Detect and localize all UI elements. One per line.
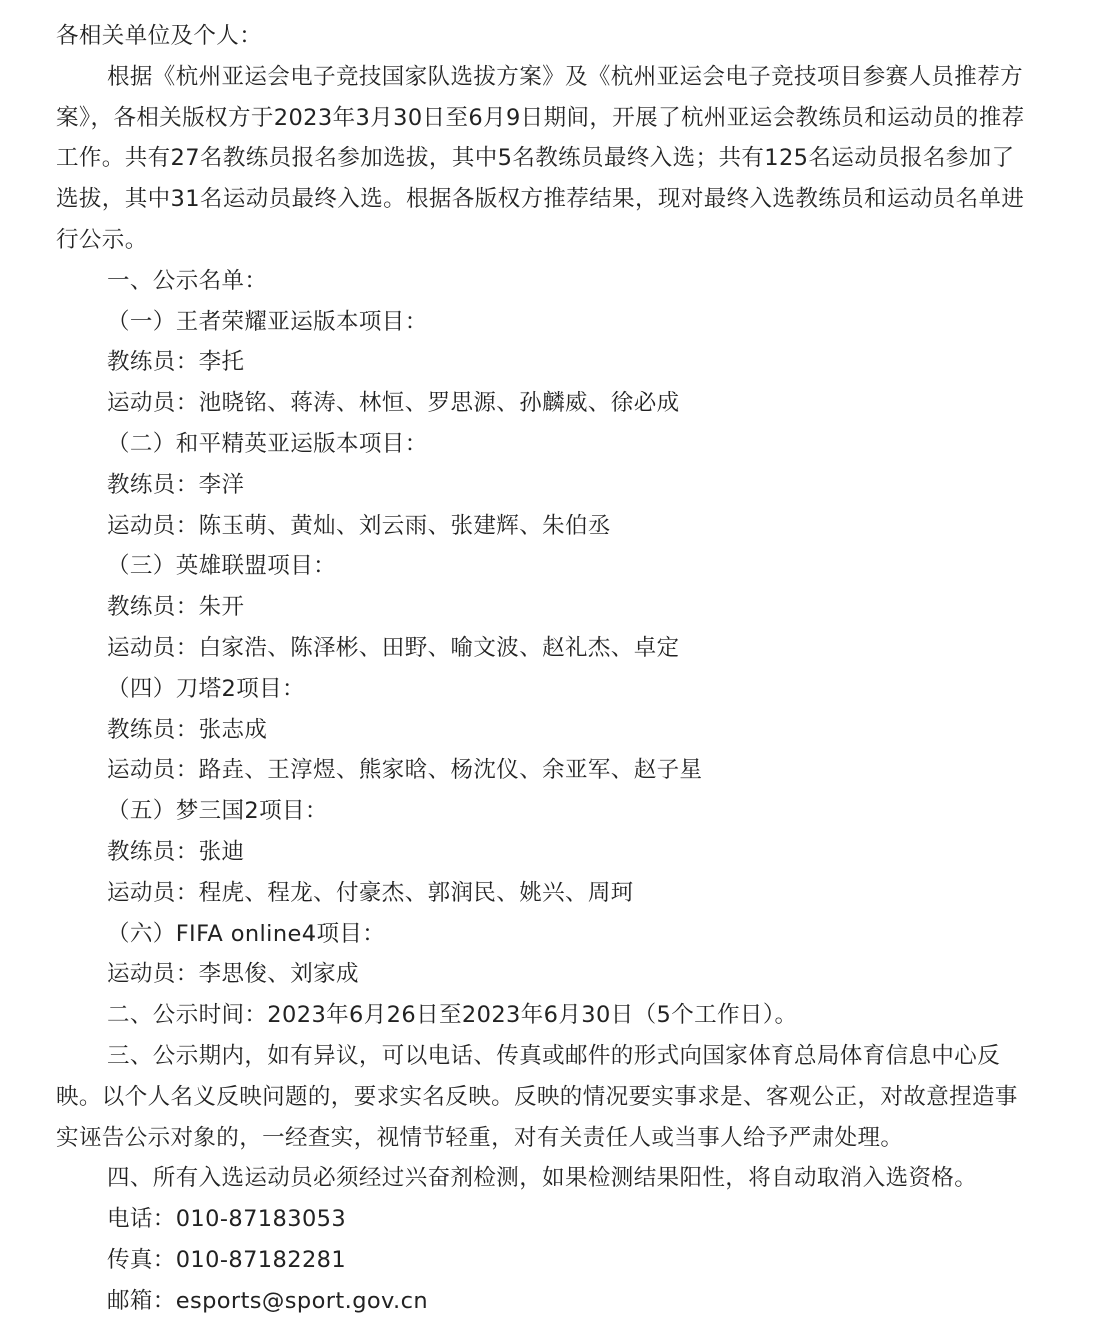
intro-paragraph: 根据《杭州亚运会电子竞技国家队选拔方案》及《杭州亚运会电子竞技项目参赛人员推荐方案》，各相关版权方于2023年3月30日至6月9日期间，开展了杭州亚运会教练员和运动员的推荐工作。共有27名教练员报名参加选拔，其中5名教练员最终入选；共有125名运动员报名参加了选拔，其中31名运动员最终入选。根据各版权方推荐结果，现对最终入选教练员和运动员名单进行公示。: [56, 63, 1025, 253]
project-coach-5: 教练员：张迪: [107, 838, 245, 865]
project-coach-1: 教练员：李托: [107, 349, 245, 376]
salutation: 各相关单位及个人：: [56, 23, 263, 49]
project-athletes-3: 运动员：白家浩、陈泽彬、田野、喻文波、赵礼杰、卓定: [107, 634, 680, 661]
project-title-6: （六）FIFA online4项目：: [107, 920, 386, 947]
project-athletes-2: 运动员：陈玉萌、黄灿、刘云雨、张建辉、朱伯丞: [107, 512, 611, 539]
project-athletes-4: 运动员：路垚、王淳煜、熊家晗、杨沈仪、余亚军、赵子星: [107, 757, 703, 784]
contact-phone: 电话：010-87183053: [107, 1206, 347, 1233]
announcement-document: [56, 16, 1036, 1322]
project-coach-3: 教练员：朱开: [107, 594, 245, 621]
project-athletes-1: 运动员：池晓铭、蒋涛、林恒、罗思源、孙麟威、徐必成: [107, 390, 680, 417]
project-athletes-5: 运动员：程虎、程龙、付豪杰、郭润民、姚兴、周珂: [107, 879, 634, 906]
contact-fax: 传真：010-87182281: [107, 1246, 347, 1273]
project-title-3: （三）英雄联盟项目：: [107, 553, 337, 580]
section-3-objection-process: 三、公示期内，如有异议，可以电话、传真或邮件的形式向国家体育总局体育信息中心反映。以个人名义反映问题的，要求实名反映。反映的情况要实事求是、客观公正，对故意捏造事实诬告公示对象的，一经查实，视情节轻重，对有关责任人或当事人给予严肃处理。: [56, 1042, 1018, 1151]
project-title-2: （二）和平精英亚运版本项目：: [107, 430, 428, 457]
project-title-4: （四）刀塔2项目：: [107, 675, 305, 702]
project-coach-2: 教练员：李洋: [107, 471, 245, 498]
project-coach-4: 教练员：张志成: [107, 716, 268, 743]
section-4-doping-test: 四、所有入选运动员必须经过兴奋剂检测，如果检测结果阳性，将自动取消入选资格。: [107, 1165, 978, 1192]
section-2-announcement-period: 二、公示时间：2023年6月26日至2023年6月30日（5个工作日）。: [107, 1002, 798, 1029]
project-athletes-6: 运动员：李思俊、刘家成: [107, 961, 359, 988]
section-1-title: 一、公示名单：: [107, 267, 268, 294]
project-title-5: （五）梦三国2项目：: [107, 798, 328, 825]
project-title-1: （一）王者荣耀亚运版本项目：: [107, 308, 428, 335]
contact-email: 邮箱：esports@sport.gov.cn: [107, 1287, 429, 1314]
